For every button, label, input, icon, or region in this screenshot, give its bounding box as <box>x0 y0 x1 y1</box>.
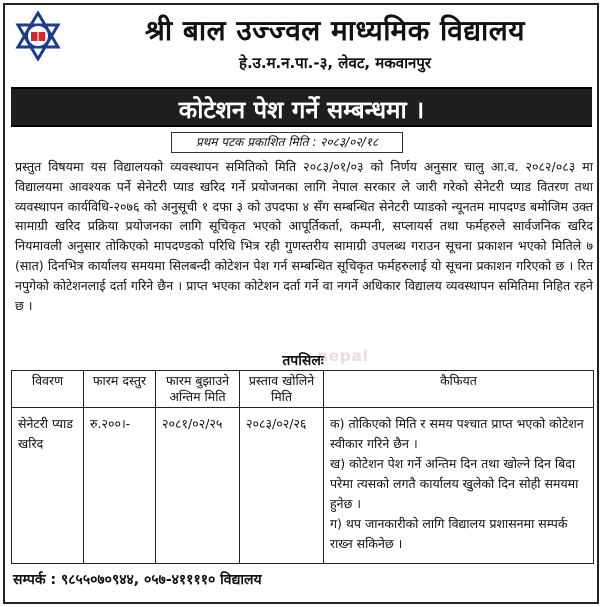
item-cell: सेनेटरी प्याड खरिद <box>12 408 84 564</box>
column-header: फारम दस्तुर <box>84 371 156 408</box>
notice-document <box>3 3 599 604</box>
column-header: विवरण <box>12 371 84 408</box>
contact-info: सम्पर्क : ९८५५०७०९४४, ०५७-४११११० विद्यालय <box>13 572 262 588</box>
notice-body <box>15 157 593 315</box>
table-row <box>12 408 594 564</box>
notice-title: कोटेशन पेश गर्ने सम्बन्धमा । <box>178 96 425 124</box>
opening-date-cell: २०८३/०२/२६ <box>240 408 324 564</box>
remark-item: ख) कोटेशन पेश गर्ने अन्तिम दिन तथा खोल्ने दिन बिदा परेमा त्यसको लगतै कार्यालय खुलेको दिन सोही समयमा हुनेछ । <box>330 456 579 511</box>
school-emblem-icon <box>13 11 63 61</box>
remarks-cell <box>324 408 594 564</box>
table-header-row <box>12 371 594 408</box>
column-header: फारम बुझाउने अन्तिम मिति <box>156 371 240 408</box>
notice-paragraph: प्रस्तुत विषयमा यस विद्यालयको व्यवस्थापन समितिको मिति २०८३/०१/०३ को निर्णय अनुसार चालु आ.व. २०८२/०८३ मा विद्यालयमा आवश्यक पर्ने सेनेटरी प्याड खरिद गर्ने प्रयोजनका लागि नेपाल सरकार ले जारी गरेको सेनेटरी प्याड वितरण तथा व्यवस्थापन कार्यविधि-२०७६ को अनुसूची १ दफा ३ को उपदफा ४ सँग सम्बन्धित सेनेटरी प्याडको न्यूनतम मापदण्ड बमोजिम उक्त सामाग्री खरिद प्रक्रिया प्रयोजनका लागि सूचिकृत भएको आपूर्तिकर्ता, कम्पनी, सप्लायर्स तथा फर्महरुले सार्वजनिक खरिद नियमावली अनुसार तोकिएको मापदण्डको परिधि भित्र रही गुणस्तरीय सामाग्री उपलब्ध गराउन सूचना प्रकाशन भएको मितिले ७ (सात) दिनभित्र कार्यालय समयमा सिलबन्दी कोटेशन पेश गर्न सम्बन्धित सूचिकृत फर्महरुलाई यो सूचना प्रकाशन गरिएको छ । रित नपुगेको कोटेशनलाई दर्ता गरिने छैन । प्राप्त भएका कोटेशन दर्ता गर्ने वा नगर्ने अधिकार विद्यालय व्यवस्थापन समितिमा निहित रहने छ । <box>15 159 593 313</box>
submission-deadline-cell: २०८१/०२/२५ <box>156 408 240 564</box>
watermark: nepal <box>317 347 369 365</box>
details-table <box>11 370 594 564</box>
column-header: कैफियत <box>324 371 594 408</box>
title-banner <box>11 87 592 127</box>
school-name: श्री बाल उज्ज्वल माध्यमिक विद्यालय <box>145 14 525 47</box>
remark-item: ग) थप जानकारीको लागि विद्यालय प्रशासनमा सम्पर्क राख्न सकिनेछ । <box>330 516 568 551</box>
column-header: प्रस्ताव खोलिने मिति <box>240 371 324 408</box>
publication-date: प्रथम पटक प्रकाशित मिति : २०८३/०२/१८ <box>171 132 403 153</box>
school-address: हे.उ.म.न.पा.-३, लेवट, मकवानपुर <box>238 54 431 72</box>
remark-item: क) तोकिएको मिति र समय पश्चात प्राप्त भएको कोटेशन स्वीकार गरिने छैन । <box>330 416 584 451</box>
remarks-list <box>330 414 587 554</box>
details-heading: तपसिलः <box>282 353 324 369</box>
fee-cell: रु.२००।- <box>84 408 156 564</box>
